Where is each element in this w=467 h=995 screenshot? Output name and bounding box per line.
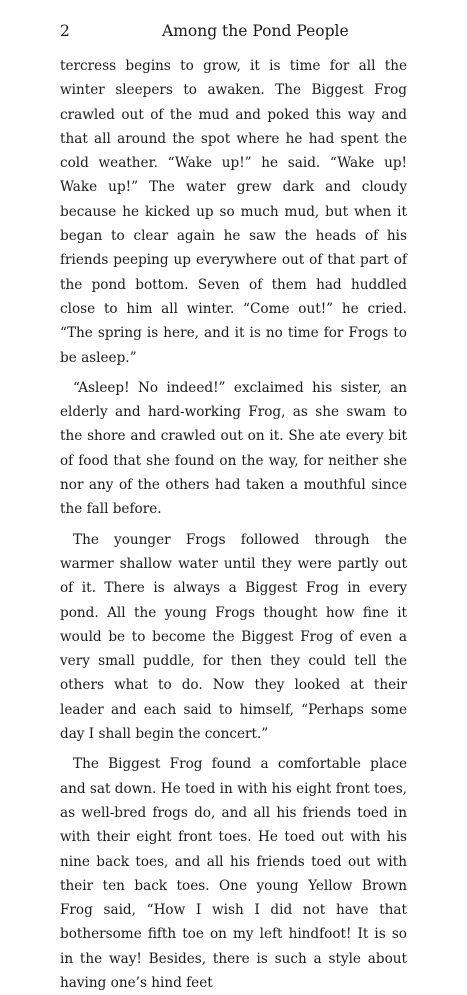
running-header: [60, 22, 407, 46]
paragraph: “Asleep! No indeed!” exclaimed his sister, an elderly and hard-working Frog, as she swam to the shore and crawled out on it. She ate every bit of food that she found on the way, for neither she nor any of the others had taken a mouthful since the fall before.: [60, 379, 407, 518]
book-page: [60, 22, 407, 995]
paragraph: The younger Frogs followed through the warmer shallow water until they were partly out of it. There is always a Biggest Frog in every pond. All the young Frogs thought how fine it would be to become the Biggest Frog of even a very small puddle, for then they could tell the others what to do. Now they looked at their leader and each said to himself, “Perhaps some day I shall begin the concert.”: [60, 531, 407, 743]
paragraph-continued: tercress begins to grow, it is time for all the winter sleepers to awaken. The Biggest Frog crawled out of the mud and poked this way and that all around the spot where he had spent the cold weather. “Wake up!” he said. “Wake up! Wake up!” The water grew dark and cloudy because he kicked up so much mud, but when it began to clear again he saw the heads of his friends peeping up everywhere out of that part of the pond bottom. Seven of them had huddled close to him all winter. “Come out!” he cried. “The spring is here, and it is no time for Frogs to be asleep.”: [60, 58, 407, 366]
page-number: 2: [60, 22, 70, 40]
running-title: Among the Pond People: [162, 22, 349, 40]
paragraph: The Biggest Frog found a comfortable place and sat down. He toed in with his eight front toes, as well-bred frogs do, and all his friends toed in with their eight front toes. He toed out with his nine back toes, and all his friends toed out with their ten back toes. One young Yellow Brown Frog said, “How I wish I did not have that bothersome fifth toe on my left hindfoot! It is so in the way! Besides, there is such a style about having one’s hind feet: [60, 756, 407, 991]
